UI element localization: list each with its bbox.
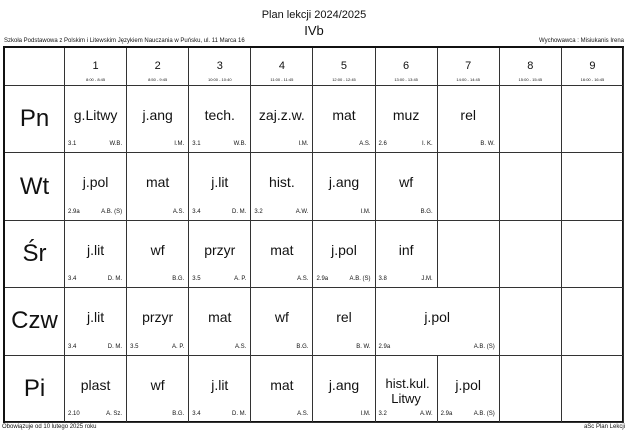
period-number: 8 [527, 60, 534, 72]
lesson-cell[interactable] [127, 356, 189, 423]
lesson-subject: mat [208, 309, 232, 326]
lesson-subject: j.pol [424, 309, 450, 326]
lesson-subject: zaj.z.w. [258, 107, 305, 123]
lesson-subject: hist. [269, 174, 295, 191]
period-time: 14:00 - 14:45 [456, 77, 480, 82]
lesson-teacher: A.S. [359, 141, 371, 148]
lesson-cell[interactable] [65, 221, 127, 288]
lesson-subject: mat [332, 107, 356, 123]
lesson-subject: wf [150, 376, 165, 393]
lesson-subject: wf [274, 309, 289, 326]
lesson-teacher: D. M. [107, 276, 123, 283]
period-number: 6 [403, 60, 410, 72]
lesson-subject: inf [398, 241, 414, 258]
lesson-cell[interactable] [313, 356, 375, 423]
lesson-subject: j.lit [86, 241, 105, 258]
lesson-cell[interactable] [189, 86, 251, 153]
lesson-cell[interactable] [313, 86, 375, 153]
period-number: 7 [465, 60, 472, 72]
lesson-teacher: B.G. [172, 276, 185, 283]
timetable-grid [3, 46, 624, 423]
lesson-room: 2.10 [68, 410, 80, 417]
lesson-teacher: A.B. (S) [349, 276, 371, 283]
lesson-teacher: A. Sz. [106, 410, 123, 417]
lesson-subject: rel [460, 107, 476, 123]
lesson-room: 3.1 [192, 141, 201, 148]
homeroom-teacher: Wychowawca : Misiukanis Irena [539, 38, 624, 44]
period-header [65, 48, 127, 86]
day-label: Pi [5, 356, 65, 423]
lesson-subject: rel [336, 309, 352, 326]
period-header [500, 48, 562, 86]
day-label: Pn [5, 86, 65, 153]
day-label: Czw [5, 288, 65, 355]
lesson-room: 3.8 [378, 276, 387, 283]
empty-cell [562, 288, 624, 355]
empty-cell [562, 153, 624, 220]
lesson-subject: j.ang [328, 376, 360, 393]
lesson-teacher: D. M. [231, 208, 247, 215]
lesson-teacher: W.B. [109, 141, 123, 148]
lesson-subject: przyr [142, 309, 174, 326]
period-time: 15:00 - 15:45 [518, 77, 543, 82]
lesson-teacher: A.B. (S) [473, 410, 495, 417]
period-number: 2 [154, 60, 161, 72]
lesson-cell[interactable] [251, 153, 313, 220]
lesson-room: 3.5 [192, 276, 201, 283]
lesson-subject: j.ang [328, 174, 360, 191]
class-name: IVb [304, 23, 324, 38]
period-time: 8:50 - 9:45 [148, 77, 168, 82]
lesson-teacher: B.G. [296, 343, 309, 350]
lesson-teacher: A.W. [419, 410, 433, 417]
lesson-cell[interactable] [189, 153, 251, 220]
period-number: 3 [216, 60, 223, 72]
lesson-cell[interactable] [376, 221, 438, 288]
lesson-subject: g.Litwy [73, 107, 118, 123]
period-header [438, 48, 500, 86]
lesson-teacher: A.B. (S) [473, 343, 495, 350]
lesson-teacher: A. P. [234, 276, 247, 283]
lesson-cell[interactable] [251, 356, 313, 423]
period-header [562, 48, 624, 86]
lesson-room: 3.2 [378, 410, 387, 417]
lesson-room: 2.9a [378, 343, 391, 350]
period-time: 8:00 - 8:45 [85, 77, 106, 82]
lesson-room: 3.1 [68, 141, 77, 148]
lesson-teacher: B.G. [420, 208, 433, 215]
lesson-cell[interactable] [127, 153, 189, 220]
lesson-subject: wf [399, 174, 414, 191]
lesson-teacher: A.S. [297, 410, 309, 417]
lesson-room: 3.4 [192, 208, 201, 215]
lesson-teacher: D. M. [107, 343, 123, 350]
lesson-cell[interactable] [127, 221, 189, 288]
lesson-teacher: I.M. [360, 410, 371, 417]
valid-from-note: Obowiązuje od 10 lutego 2025 roku [2, 424, 97, 430]
empty-cell [438, 221, 500, 288]
lesson-subject: j.lit [211, 174, 229, 191]
period-header [127, 48, 189, 86]
empty-cell [500, 288, 562, 355]
period-time: 12:00 - 12:45 [332, 77, 356, 82]
lesson-teacher: A.S. [297, 276, 309, 283]
lesson-subject: j.pol [82, 174, 109, 191]
lesson-subject: plast [80, 376, 111, 393]
lesson-cell[interactable] [313, 288, 375, 355]
lesson-teacher: I.M. [360, 208, 371, 215]
lesson-subject: wf [150, 241, 165, 258]
day-label: Śr [5, 221, 65, 288]
lesson-room: 2.9a [316, 276, 329, 283]
lesson-teacher: I.M. [174, 141, 185, 148]
period-header [189, 48, 251, 86]
lesson-teacher: A.W. [295, 208, 309, 215]
period-time: 11:00 - 11:45 [270, 77, 294, 82]
empty-cell [500, 153, 562, 220]
lesson-cell[interactable] [376, 86, 438, 153]
lesson-room: 2.6 [378, 141, 387, 148]
period-time: 13:00 - 13:45 [394, 77, 418, 82]
lesson-teacher: A.S. [234, 343, 247, 350]
lesson-subject: j.pol [455, 376, 482, 393]
schedule-title: Plan lekcji 2024/2025 [261, 9, 367, 21]
lesson-cell[interactable] [127, 288, 189, 355]
lesson-cell[interactable] [251, 221, 313, 288]
empty-cell [562, 356, 624, 423]
lesson-cell[interactable] [438, 356, 500, 423]
lesson-subject: j.lit [211, 376, 229, 393]
empty-cell [438, 153, 500, 220]
lesson-cell[interactable] [65, 356, 127, 423]
lesson-subject: mat [270, 241, 294, 258]
lesson-cell[interactable] [438, 86, 500, 153]
lesson-subject: mat [270, 376, 294, 393]
lesson-subject: j.ang [142, 107, 173, 123]
lesson-cell[interactable] [376, 356, 438, 423]
lesson-cell[interactable] [65, 86, 127, 153]
lesson-cell[interactable] [189, 356, 251, 423]
period-number: 5 [340, 60, 348, 72]
lesson-cell[interactable] [376, 288, 500, 355]
lesson-teacher: B. W. [480, 141, 495, 148]
lesson-subject: mat [145, 174, 170, 191]
empty-cell [562, 221, 624, 288]
lesson-teacher: I.M. [298, 141, 309, 148]
lesson-teacher: W.B. [233, 141, 247, 148]
lesson-cell[interactable] [376, 153, 438, 220]
corner-cell [5, 48, 65, 86]
lesson-room: 3.4 [68, 343, 77, 350]
lesson-room: 2.9a [440, 410, 453, 417]
lesson-teacher: A.S. [172, 208, 185, 215]
lesson-room: 2.9a [68, 208, 80, 215]
lesson-cell[interactable] [313, 221, 375, 288]
lesson-cell[interactable] [65, 153, 127, 220]
lesson-teacher: B.G. [172, 410, 185, 417]
day-label: Wt [5, 153, 65, 220]
lesson-teacher: B. W. [356, 343, 371, 350]
lesson-subject: hist.kul. Litwy [385, 375, 430, 406]
period-header [313, 48, 375, 86]
lesson-teacher: A.B. (S) [101, 208, 123, 215]
lesson-subject: j.lit [86, 309, 105, 326]
lesson-cell[interactable] [127, 86, 189, 153]
period-time: 10:00 - 10:40 [207, 77, 232, 82]
lesson-cell[interactable] [251, 86, 313, 153]
lesson-subject: j.pol [331, 241, 357, 258]
empty-cell [500, 86, 562, 153]
lesson-cell[interactable] [313, 153, 375, 220]
lesson-subject: muz [392, 107, 420, 123]
lesson-teacher: I. K. [421, 141, 433, 148]
lesson-teacher: J.M. [421, 276, 433, 283]
school-name: Szkoła Podstawowa z Polskim i Litewskim Językiem Nauczania w Puńsku, ul. 11 Marca 16 [4, 38, 245, 44]
period-number: 4 [278, 60, 285, 72]
lesson-cell[interactable] [189, 221, 251, 288]
lesson-room: 3.4 [192, 410, 201, 417]
period-time: 16:00 - 16:45 [580, 77, 605, 82]
period-number: 1 [92, 60, 99, 72]
lesson-teacher: D. M. [231, 410, 247, 417]
period-header [376, 48, 438, 86]
lesson-room: 3.4 [68, 276, 77, 283]
lesson-cell[interactable] [65, 288, 127, 355]
lesson-cell[interactable] [251, 288, 313, 355]
period-header [251, 48, 313, 86]
lesson-cell[interactable] [189, 288, 251, 355]
empty-cell [500, 221, 562, 288]
empty-cell [562, 86, 624, 153]
empty-cell [500, 356, 562, 423]
app-credit: aSc Plan Lekcji [583, 424, 625, 430]
lesson-room: 3.5 [130, 343, 139, 350]
period-number: 9 [589, 60, 596, 72]
lesson-subject: przyr [204, 241, 236, 258]
lesson-subject: tech. [204, 107, 235, 123]
lesson-teacher: A. P. [171, 343, 185, 350]
lesson-room: 3.2 [254, 208, 263, 215]
